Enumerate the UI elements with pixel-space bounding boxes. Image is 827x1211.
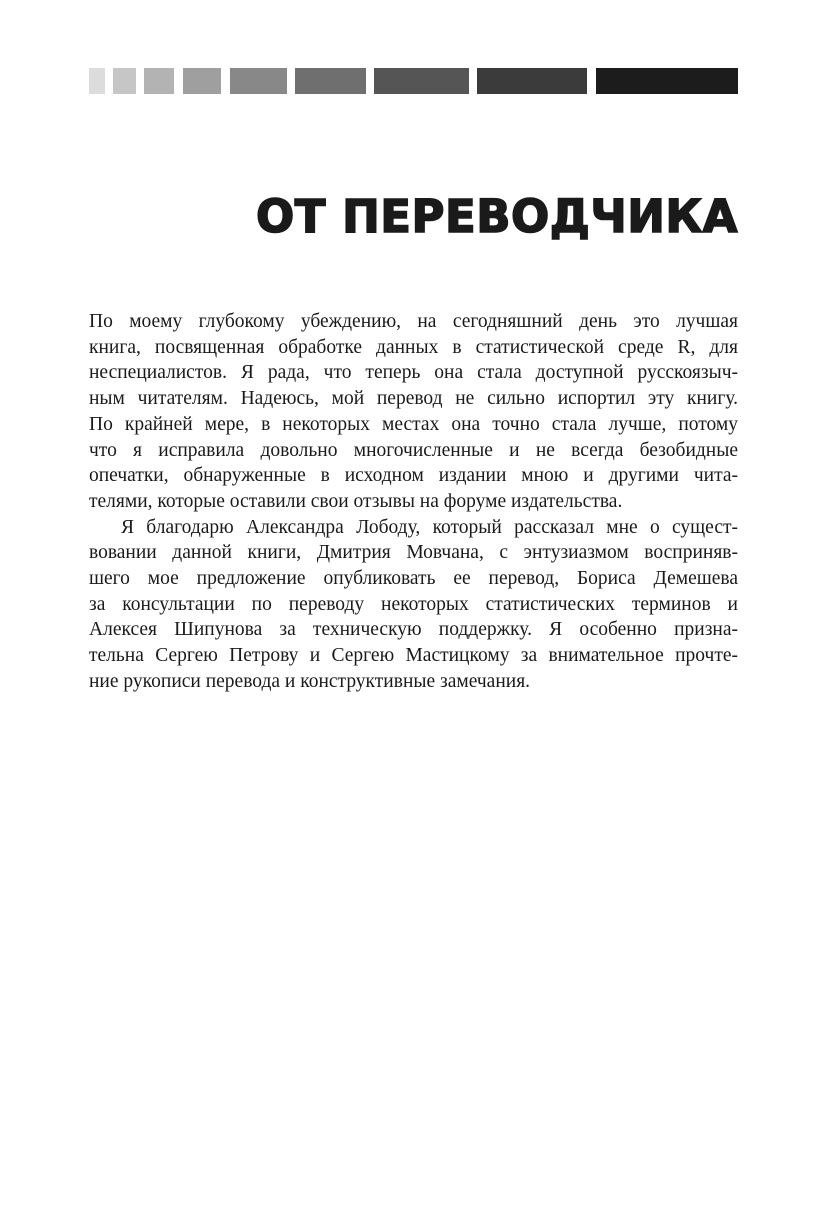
text-line: за консультации по переводу некоторых статистических терминов и	[89, 593, 738, 615]
text-line: телями, которые оставили свои отзывы на форуме издательства.	[89, 490, 623, 512]
decorative-segment	[477, 68, 587, 94]
text-line: По крайней мере, в некоторых местах она точно стала лучше, потому	[89, 413, 738, 435]
paragraph-2	[89, 515, 738, 695]
text-line: вовании данной книги, Дмитрия Мовчана, с энтузиазмом восприняв-	[89, 542, 738, 564]
text-line: Алексея Шипунова за техническую поддержку. Я особенно призна-	[89, 619, 738, 641]
body-text	[89, 309, 738, 695]
decorative-segment	[113, 68, 136, 94]
decorative-segment	[295, 68, 366, 94]
decorative-segment	[230, 68, 287, 94]
header-decorative-bar	[89, 68, 738, 94]
text-line: шего мое предложение опубликовать ее перевод, Бориса Демешева	[89, 568, 738, 590]
text-line: опечатки, обнаруженные в исходном издании мною и другими чита-	[89, 465, 738, 487]
decorative-segment	[596, 68, 738, 94]
decorative-segment	[374, 68, 469, 94]
text-line: книга, посвященная обработке данных в статистической среде R, для	[89, 336, 738, 358]
text-line: ным читателям. Надеюсь, мой перевод не сильно испортил эту книгу.	[89, 388, 738, 410]
chapter-title: ОТ ПЕРЕВОДЧИКА	[255, 190, 738, 243]
paragraph-1	[89, 309, 738, 515]
text-line: ние рукописи перевода и конструктивные замечания.	[89, 670, 531, 692]
decorative-segment	[89, 68, 105, 94]
text-line: По моему глубокому убеждению, на сегодняшний день это лучшая	[89, 311, 738, 332]
decorative-segment	[144, 68, 174, 94]
text-line: неспециалистов. Я рада, что теперь она стала доступной русскоязыч-	[89, 362, 738, 384]
text-line: Я благодарю Александра Лободу, который рассказал мне о сущест-	[121, 516, 738, 538]
decorative-segment	[183, 68, 221, 94]
text-line: что я исправила довольно многочисленные и не всегда безобидные	[89, 439, 738, 461]
text-line: тельна Сергею Петрову и Сергею Мастицкому за внимательное прочте-	[89, 645, 738, 667]
